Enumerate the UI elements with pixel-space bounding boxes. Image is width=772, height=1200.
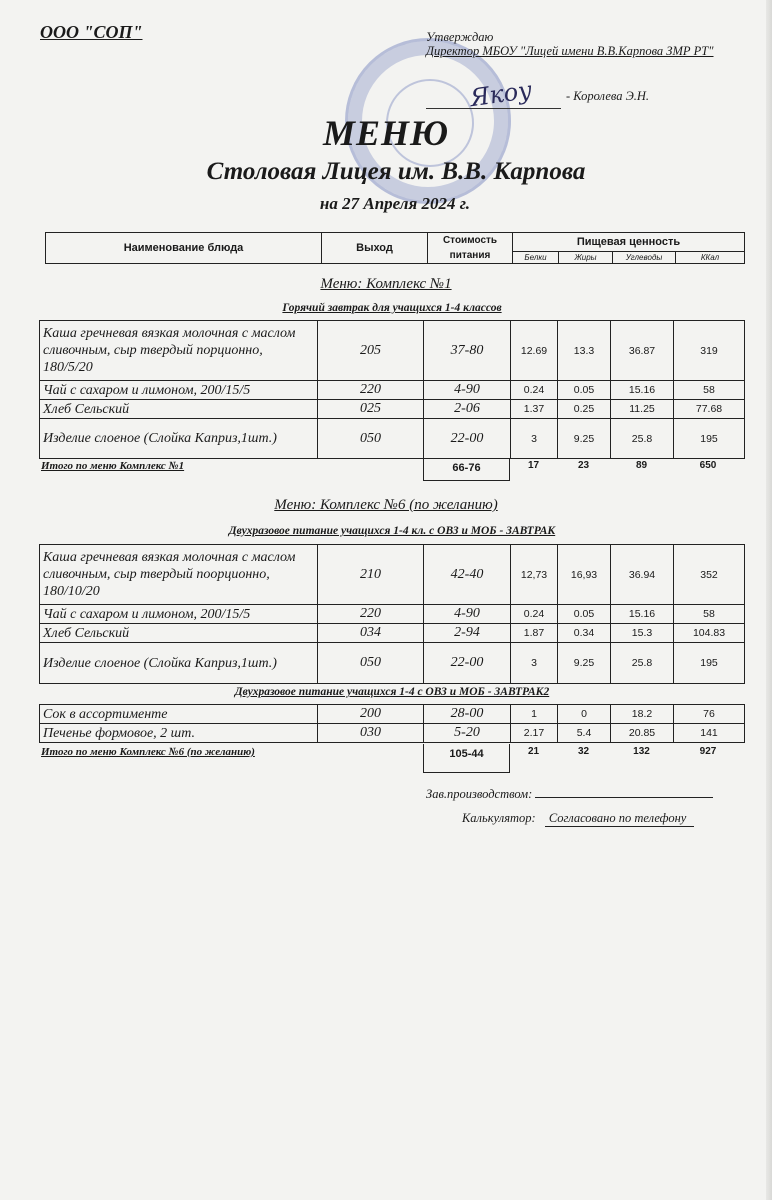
dish-fat: 9.25 <box>558 419 611 459</box>
dish-price: 4-90 <box>424 381 511 400</box>
dish-fat: 5.4 <box>558 724 611 743</box>
dish-protein: 0.24 <box>511 381 558 400</box>
dish-output: 205 <box>318 321 424 381</box>
dish-output: 220 <box>318 605 424 624</box>
complex6-subtitle: Двухразовое питание учащихся 1-4 кл. с ОВЗ и МОБ - ЗАВТРАК <box>228 525 556 537</box>
complex1-title: Меню: Комплекс №1 <box>320 276 452 292</box>
approve-position: Директор МБОУ "Лицей имени В.В.Карпова ЗМР РТ" <box>426 44 714 58</box>
dish-name: Печенье формовое, 2 шт. <box>40 724 318 743</box>
col-name: Наименование блюда <box>46 233 322 264</box>
dish-kcal: 77.68 <box>674 400 745 419</box>
dish-protein: 3 <box>511 419 558 459</box>
dish-output: 025 <box>318 400 424 419</box>
dish-name: Каша гречневая вязкая молочная с маслом сливочным, сыр твердый поорционно, 180/10/20 <box>40 545 318 605</box>
dish-price: 28-00 <box>424 705 511 724</box>
dish-carbs: 36.94 <box>611 545 674 605</box>
complex1-total <box>39 458 745 482</box>
dish-name: Чай с сахаром и лимоном, 200/15/5 <box>40 381 318 400</box>
calculator-value: Согласовано по телефону <box>545 811 695 827</box>
dish-fat: 0 <box>558 705 611 724</box>
dish-price: 2-06 <box>424 400 511 419</box>
menu-date: на 27 Апреля 2024 г. <box>319 194 471 213</box>
dish-name: Хлеб Сельский <box>40 624 318 643</box>
dish-fat: 0.25 <box>558 400 611 419</box>
column-header <box>45 232 745 264</box>
dish-output: 050 <box>318 643 424 684</box>
total-kcal: 927 <box>699 746 717 757</box>
dish-output: 034 <box>318 624 424 643</box>
production-line <box>535 785 713 798</box>
total-carbs: 132 <box>633 746 650 757</box>
dish-price: 22-00 <box>424 419 511 459</box>
total-label: Итого по меню Комплекс №1 <box>41 460 185 472</box>
dish-fat: 0.34 <box>558 624 611 643</box>
dish-protein: 0.24 <box>511 605 558 624</box>
dish-protein: 2.17 <box>511 724 558 743</box>
dish-price: 2-94 <box>424 624 511 643</box>
table-row <box>40 624 745 643</box>
dish-name: Изделие слоеное (Слойка Каприз,1шт.) <box>40 419 318 459</box>
dish-carbs: 25.8 <box>611 419 674 459</box>
dish-name: Чай с сахаром и лимоном, 200/15/5 <box>40 605 318 624</box>
dish-fat: 9.25 <box>558 643 611 684</box>
table-row <box>40 381 745 400</box>
complex6-total <box>39 744 745 774</box>
complex1-subtitle: Горячий завтрак для учащихся 1-4 классов <box>282 302 502 314</box>
dish-price: 22-00 <box>424 643 511 684</box>
table-row <box>40 400 745 419</box>
dish-protein: 3 <box>511 643 558 684</box>
complex6-title: Меню: Комплекс №6 (по желанию) <box>274 497 498 513</box>
dish-price: 37-80 <box>424 321 511 381</box>
approval-block <box>426 30 756 58</box>
dish-carbs: 36.87 <box>611 321 674 381</box>
dish-name: Хлеб Сельский <box>40 400 318 419</box>
complex6-subtitle2: Двухразовое питание учащихся 1-4 с ОВЗ и МОБ - ЗАВТРАК2 <box>234 686 550 698</box>
company-name: ООО "СОП" <box>40 22 143 42</box>
dish-fat: 13.3 <box>558 321 611 381</box>
dish-carbs: 15.16 <box>611 605 674 624</box>
complex6-table <box>39 544 745 684</box>
production-label: Зав.производством: <box>426 787 533 801</box>
dish-kcal: 76 <box>674 705 745 724</box>
col-fat: Жиры <box>559 252 613 264</box>
total-price: 105-44 <box>423 744 510 773</box>
table-row <box>40 643 745 684</box>
dish-name: Каша гречневая вязкая молочная с маслом сливочным, сыр твердый порционно, 180/5/20 <box>40 321 318 381</box>
dish-carbs: 20.85 <box>611 724 674 743</box>
complex1-table <box>39 320 745 459</box>
dish-kcal: 195 <box>674 419 745 459</box>
production-signature <box>426 785 713 802</box>
dish-fat: 0.05 <box>558 381 611 400</box>
total-fat: 32 <box>577 746 590 757</box>
dish-kcal: 352 <box>674 545 745 605</box>
page-title: МЕНЮ <box>322 113 450 153</box>
dish-output: 210 <box>318 545 424 605</box>
total-price: 66-76 <box>423 458 510 481</box>
dish-carbs: 11.25 <box>611 400 674 419</box>
dish-price: 4-90 <box>424 605 511 624</box>
total-protein: 17 <box>527 460 540 471</box>
dish-kcal: 104.83 <box>674 624 745 643</box>
dish-name: Изделие слоеное (Слойка Каприз,1шт.) <box>40 643 318 684</box>
dish-carbs: 18.2 <box>611 705 674 724</box>
table-row <box>40 724 745 743</box>
dish-kcal: 58 <box>674 381 745 400</box>
table-row <box>40 419 745 459</box>
total-carbs: 89 <box>635 460 648 471</box>
table-row <box>40 605 745 624</box>
dish-carbs: 25.8 <box>611 643 674 684</box>
dish-fat: 16,93 <box>558 545 611 605</box>
dish-fat: 0.05 <box>558 605 611 624</box>
signature-scribble: Якоу <box>468 75 534 113</box>
dish-carbs: 15.16 <box>611 381 674 400</box>
dish-output: 050 <box>318 419 424 459</box>
total-fat: 23 <box>577 460 590 471</box>
dish-protein: 1.87 <box>511 624 558 643</box>
dish-output: 030 <box>318 724 424 743</box>
col-nutrition: Пищевая ценность <box>513 233 745 252</box>
col-cost: Стоимость питания <box>428 233 513 264</box>
col-protein: Белки <box>513 252 559 264</box>
dish-protein: 1.37 <box>511 400 558 419</box>
total-label: Итого по меню Комплекс №6 (по желанию) <box>41 746 255 758</box>
calculator-label: Калькулятор: <box>462 811 536 825</box>
dish-kcal: 58 <box>674 605 745 624</box>
col-output: Выход <box>322 233 428 264</box>
dish-kcal: 195 <box>674 643 745 684</box>
dish-output: 200 <box>318 705 424 724</box>
dish-carbs: 15.3 <box>611 624 674 643</box>
approve-label: Утверждаю <box>426 30 494 44</box>
dish-name: Сок в ассортименте <box>40 705 318 724</box>
col-kcal: ККал <box>676 252 745 264</box>
dish-price: 5-20 <box>424 724 511 743</box>
page-subtitle: Столовая Лицея им. В.В. Карпова <box>206 158 586 185</box>
dish-kcal: 141 <box>674 724 745 743</box>
table-row <box>40 545 745 605</box>
dish-protein: 12,73 <box>511 545 558 605</box>
dish-price: 42-40 <box>424 545 511 605</box>
dish-protein: 1 <box>511 705 558 724</box>
table-row <box>40 705 745 724</box>
total-kcal: 650 <box>699 460 717 471</box>
calculator-signature <box>462 811 694 827</box>
dish-protein: 12.69 <box>511 321 558 381</box>
dish-kcal: 319 <box>674 321 745 381</box>
table-row <box>40 321 745 381</box>
signer-name: - Королева Э.Н. <box>566 89 650 103</box>
complex6-table2 <box>39 704 745 743</box>
col-carbs: Углеводы <box>613 252 676 264</box>
total-protein: 21 <box>527 746 540 757</box>
dish-output: 220 <box>318 381 424 400</box>
